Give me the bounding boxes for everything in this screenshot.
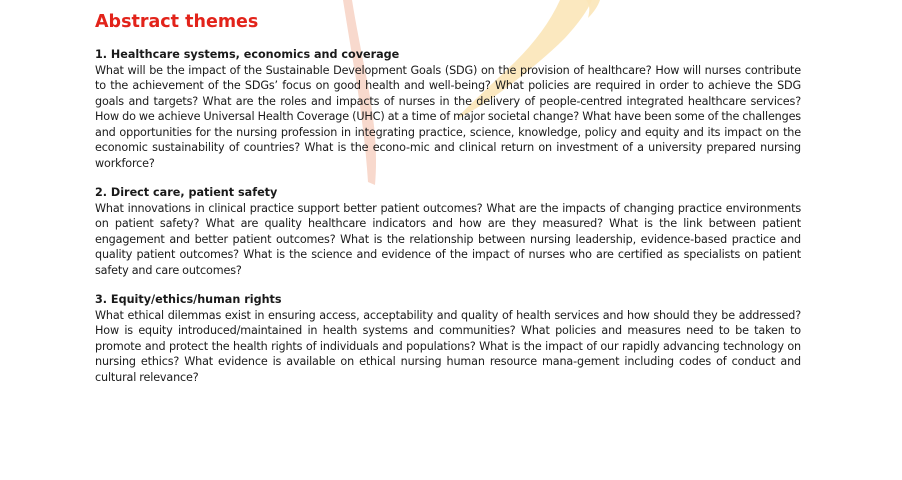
section-body: What will be the impact of the Sustainable Development Goals (SDG) on the provision of healthcare? How will nurses contribute to the achievement of the SDGs’ focus on good health and well-being? What policies are required in order to achieve the SDG goals and targets? What are the roles and impacts of nurses in the delivery of people-centred integrated healthcare services? How do we achieve Universal Health Coverage (UHC) at a time of major societal change? What have been some of the challenges and opportunities for the nursing profession in integrating practice, science, knowledge, policy and equity and its impact on the economic sustainability of countries? What is the econo-mic and clinical return on investment of a university prepared nursing workforce? xyxy=(95,63,801,170)
theme-section-direct-care xyxy=(95,185,801,278)
abstract-themes-content xyxy=(95,10,801,399)
section-heading: 2. Direct care, patient safety xyxy=(95,186,278,199)
section-heading: 3. Equity/ethics/human rights xyxy=(95,293,282,306)
theme-section-equity-ethics xyxy=(95,292,801,385)
section-body: What ethical dilemmas exist in ensuring access, acceptability and quality of health services and how should they be addressed? How is equity introduced/maintained in health systems and communities? What policies and measures need to be taken to promote and protect the health rights of individuals and populations? What is the impact of our rapidly advancing technology on nursing ethics? What evidence is available on ethical nursing human resource mana-gement including codes of conduct and cultural relevance? xyxy=(95,308,801,384)
page-title: Abstract themes xyxy=(95,12,259,32)
section-body: What innovations in clinical practice support better patient outcomes? What are the impacts of changing practice environments on patient safety? What are quality healthcare indicators and how are they measured? What is the link between patient engagement and better patient outcomes? What is the relationship between nursing leadership, evidence-based practice and quality patient outcomes? What is the science and evidence of the impact of nurses who are certified as specialists on patient safety and care outcomes? xyxy=(95,201,801,277)
section-heading: 1. Healthcare systems, economics and coverage xyxy=(95,48,400,61)
theme-section-healthcare-systems xyxy=(95,47,801,171)
